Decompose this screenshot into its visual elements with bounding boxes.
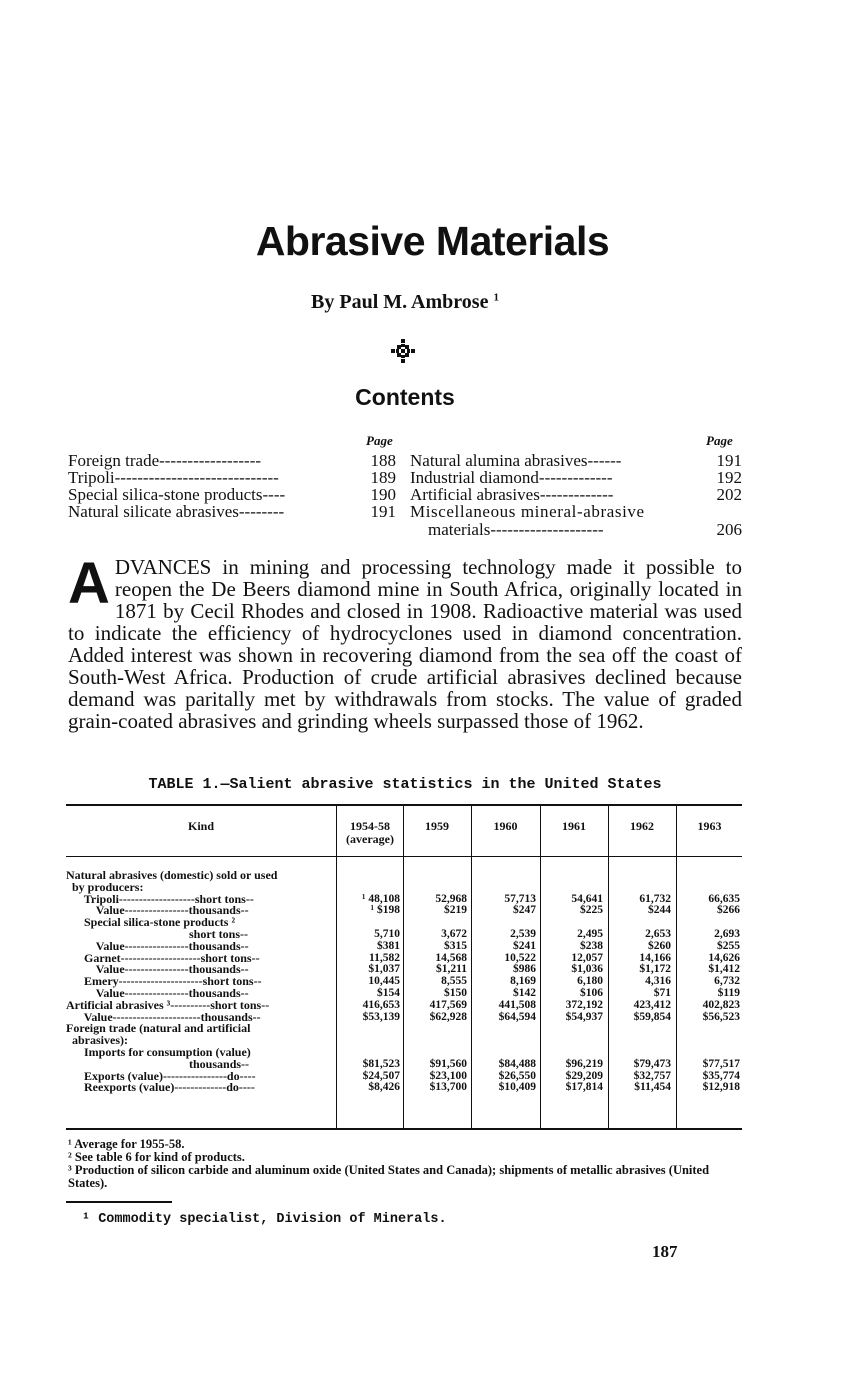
toc-entry-label: Natural silicate abrasives-------- xyxy=(68,502,285,521)
table-footnote: ¹ Average for 1955-58. xyxy=(68,1137,185,1151)
table-stub-line: Value----------------thousands-- xyxy=(66,903,249,918)
table-cell: 372,192 xyxy=(565,998,603,1011)
table-cell: $8,426 xyxy=(368,1081,400,1094)
table-cell: $56,523 xyxy=(702,1010,740,1023)
table-cell: $315 xyxy=(444,939,467,952)
table-cell: $62,928 xyxy=(429,1010,467,1023)
table-cell: 14,568 xyxy=(435,951,467,964)
table-cell: $150 xyxy=(444,987,467,999)
table-cell: $106 xyxy=(580,987,603,999)
table-stub-line: Value----------------thousands-- xyxy=(66,938,249,953)
table-stub-line: Value----------------------thousands-- xyxy=(66,1009,261,1024)
toc-entry-page: 188 xyxy=(370,451,396,470)
table-cell: 8,169 xyxy=(510,975,536,988)
table-stub-line: Tripoli-------------------short tons-- xyxy=(66,891,254,906)
table-cell: $260 xyxy=(648,939,671,952)
table-col-divider xyxy=(336,806,337,1128)
toc-entry-label: Tripoli----------------------------- xyxy=(68,468,279,487)
table-cell: 57,713 xyxy=(504,892,536,905)
table-stub-line: Reexports (value)-------------do---- xyxy=(66,1080,255,1095)
table-header-1963: 1963 xyxy=(697,819,722,833)
table-header-kind: Kind xyxy=(187,819,214,833)
table-cell: $1,037 xyxy=(368,963,400,976)
table-cell: $13,700 xyxy=(429,1081,467,1094)
table-cell: 14,166 xyxy=(639,951,671,964)
table-cell: $10,409 xyxy=(498,1081,536,1094)
table-cell: 2,539 xyxy=(510,928,536,940)
table-cell: 61,732 xyxy=(639,892,671,905)
table-cell: 402,823 xyxy=(702,998,740,1011)
author-footnote: ¹ Commodity specialist, Division of Minerals. xyxy=(82,1212,447,1227)
table-header-rule xyxy=(66,856,742,857)
page-number: 187 xyxy=(652,1242,678,1261)
table-cell: 52,968 xyxy=(435,892,467,905)
table-cell: ¹ $198 xyxy=(370,904,400,917)
table-cell: $17,814 xyxy=(565,1081,603,1094)
table-stub-line: Special silica-stone products ² xyxy=(66,915,236,930)
table-stub-line: Emery---------------------short tons-- xyxy=(66,974,262,989)
toc-entry-label: Natural alumina abrasives------ xyxy=(410,451,622,470)
table-stub-line: abrasives): xyxy=(66,1033,128,1048)
table-header-1959: 1959 xyxy=(425,819,449,833)
table-cell: $1,211 xyxy=(436,963,467,976)
table-cell: 54,641 xyxy=(571,892,603,905)
intro-text: DVANCES in mining and processing technology made it possible to reopen the De Beers diamond mine in South Africa, originally located in 1871 by Cecil Rhodes and closed in 1908. Radioactive material was used to indicate the efficiency of hydrocyclones used in diamond concentration. Added interest was shown in recovering diamond from the sea off the coast of South-West Africa. Production of crude artificial abrasives declined because demand was paritally met by withdrawals from stocks. The value of graded grain-coated abrasives and grinding wheels surpassed those of 1962. xyxy=(68,555,742,733)
table-header-1962: 1962 xyxy=(630,819,654,833)
table-stub-line: Value----------------thousands-- xyxy=(66,962,249,977)
table-cell: $23,100 xyxy=(429,1069,467,1082)
byline-text: By Paul M. Ambrose xyxy=(311,291,489,313)
page-title: Abrasive Materials xyxy=(255,218,610,264)
table-cell: $154 xyxy=(377,987,400,999)
table-stub-line: Value----------------thousands-- xyxy=(66,986,249,1000)
table-cell: 6,180 xyxy=(577,975,603,988)
table-cell: 8,555 xyxy=(441,975,467,988)
table-cell: 66,635 xyxy=(708,892,740,905)
table-cell: 2,693 xyxy=(714,928,740,940)
table-cell: $35,774 xyxy=(702,1069,740,1082)
toc-entry-label: Artificial abrasives------------- xyxy=(410,485,614,504)
footnote-rule xyxy=(66,1201,172,1203)
table-cell: $238 xyxy=(580,939,603,952)
table-cell: 11,582 xyxy=(369,951,400,964)
toc-entry-label: Foreign trade------------------ xyxy=(68,451,262,470)
table-cell: $1,172 xyxy=(639,963,671,976)
toc-page-header-left: Page xyxy=(366,433,393,448)
toc-entry-page: 191 xyxy=(716,451,742,470)
table-cell: $91,560 xyxy=(429,1057,467,1070)
table-cell: $77,517 xyxy=(702,1057,740,1070)
toc-entry-label: Industrial diamond------------- xyxy=(410,468,613,487)
table-cell: $986 xyxy=(513,963,536,976)
table-footnote: ² See table 6 for kind of products. xyxy=(68,1150,245,1164)
toc-entry-page: 190 xyxy=(370,485,396,504)
table-header-avg: 1954-58 (average) xyxy=(346,819,394,846)
toc-entry-page: 191 xyxy=(370,502,396,521)
table-cell: $244 xyxy=(648,904,671,917)
table-cell: ¹ 48,108 xyxy=(362,892,400,905)
table-cell: $81,523 xyxy=(362,1057,400,1070)
table-cell: $225 xyxy=(580,904,603,917)
table-cell: 4,316 xyxy=(645,975,671,988)
table-stub-line: thousands-- xyxy=(66,1056,250,1071)
table-cell: 5,710 xyxy=(374,928,400,940)
table-cell: 2,653 xyxy=(645,928,671,940)
table-cell: 423,412 xyxy=(633,998,671,1011)
table-cell: $142 xyxy=(513,987,536,999)
table-cell: 6,732 xyxy=(714,975,740,988)
table-cell: $54,937 xyxy=(565,1010,603,1023)
table-cell: $255 xyxy=(717,939,740,952)
table-cell: $241 xyxy=(513,939,536,952)
table-header-1961: 1961 xyxy=(562,819,586,833)
table-stub-line: by producers: xyxy=(66,879,144,894)
ornament-icon xyxy=(390,338,416,364)
table-cell: 14,626 xyxy=(708,951,740,964)
table-cell: 2,495 xyxy=(577,928,603,940)
toc-entry-page: 202 xyxy=(716,485,742,504)
table-cell: $64,594 xyxy=(498,1010,536,1023)
byline-footnote-marker: 1 xyxy=(493,291,499,304)
table-cell: $24,507 xyxy=(362,1069,400,1082)
table-top-rule xyxy=(66,804,742,806)
table-cell: $11,454 xyxy=(634,1081,671,1094)
toc-entry-page: 192 xyxy=(716,468,742,487)
table-cell: $84,488 xyxy=(498,1057,536,1070)
table-cell: $219 xyxy=(444,904,467,917)
table-cell: $26,550 xyxy=(498,1069,536,1082)
table-stub-line: Natural abrasives (domestic) sold or used xyxy=(66,868,278,882)
table-cell: $53,139 xyxy=(362,1010,400,1023)
table-footnote: ³ Production of silicon carbide and aluminum oxide (United States and Canada); shipments of metallic abrasives (United States). xyxy=(68,1163,710,1190)
toc-entry-page: 206 xyxy=(716,520,742,539)
table-cell: $247 xyxy=(513,904,536,917)
table-cell: $12,918 xyxy=(702,1081,740,1094)
intro-paragraph xyxy=(68,551,742,733)
table-cell: $32,757 xyxy=(633,1069,671,1082)
toc-entry-label-continued: materials-------------------- xyxy=(428,520,604,539)
table-caption: TABLE 1.—Salient abrasive statistics in the United States xyxy=(148,776,662,793)
table-bottom-rule xyxy=(66,1128,742,1130)
table-cell: $119 xyxy=(717,987,740,999)
toc-entry-label: Special silica-stone products---- xyxy=(68,485,286,504)
table-cell: 416,653 xyxy=(362,998,400,1011)
toc-entry-label: Miscellaneous mineral-abrasive xyxy=(410,502,645,521)
contents-heading: Contents xyxy=(355,384,455,410)
table-cell: 417,569 xyxy=(429,998,467,1011)
drop-cap: A xyxy=(68,551,110,616)
table-cell: $1,036 xyxy=(571,963,603,976)
table-cell: $79,473 xyxy=(633,1057,671,1070)
table-stub-line: Artificial abrasives ³----------short tons-- xyxy=(66,997,270,1012)
toc-page-header-right: Page xyxy=(706,433,733,448)
table-cell: 3,672 xyxy=(441,928,467,940)
table-stub-line: Exports (value)----------------do---- xyxy=(66,1068,256,1083)
byline xyxy=(0,291,810,314)
table-cell: 10,445 xyxy=(368,975,400,988)
table-stub-line: Foreign trade (natural and artificial xyxy=(66,1021,251,1036)
toc-entry-page: 189 xyxy=(370,468,396,487)
table-cell: 10,522 xyxy=(504,951,536,964)
table-cell: $71 xyxy=(653,987,671,999)
table-cell: 12,057 xyxy=(571,951,603,964)
table-header-1960: 1960 xyxy=(493,819,518,833)
table-cell: $59,854 xyxy=(633,1010,671,1023)
table-cell: $1,412 xyxy=(708,963,740,976)
table-cell: $29,209 xyxy=(565,1069,603,1082)
table-stub-line: Imports for consumption (value) xyxy=(66,1045,251,1059)
table-cell: $381 xyxy=(377,939,400,952)
table-stub-line: Garnet--------------------short tons-- xyxy=(66,950,260,965)
table-cell: 441,508 xyxy=(498,998,536,1011)
table-stub-line: short tons-- xyxy=(66,927,248,941)
table-cell: $96,219 xyxy=(565,1057,603,1070)
table-cell: $266 xyxy=(717,904,740,917)
